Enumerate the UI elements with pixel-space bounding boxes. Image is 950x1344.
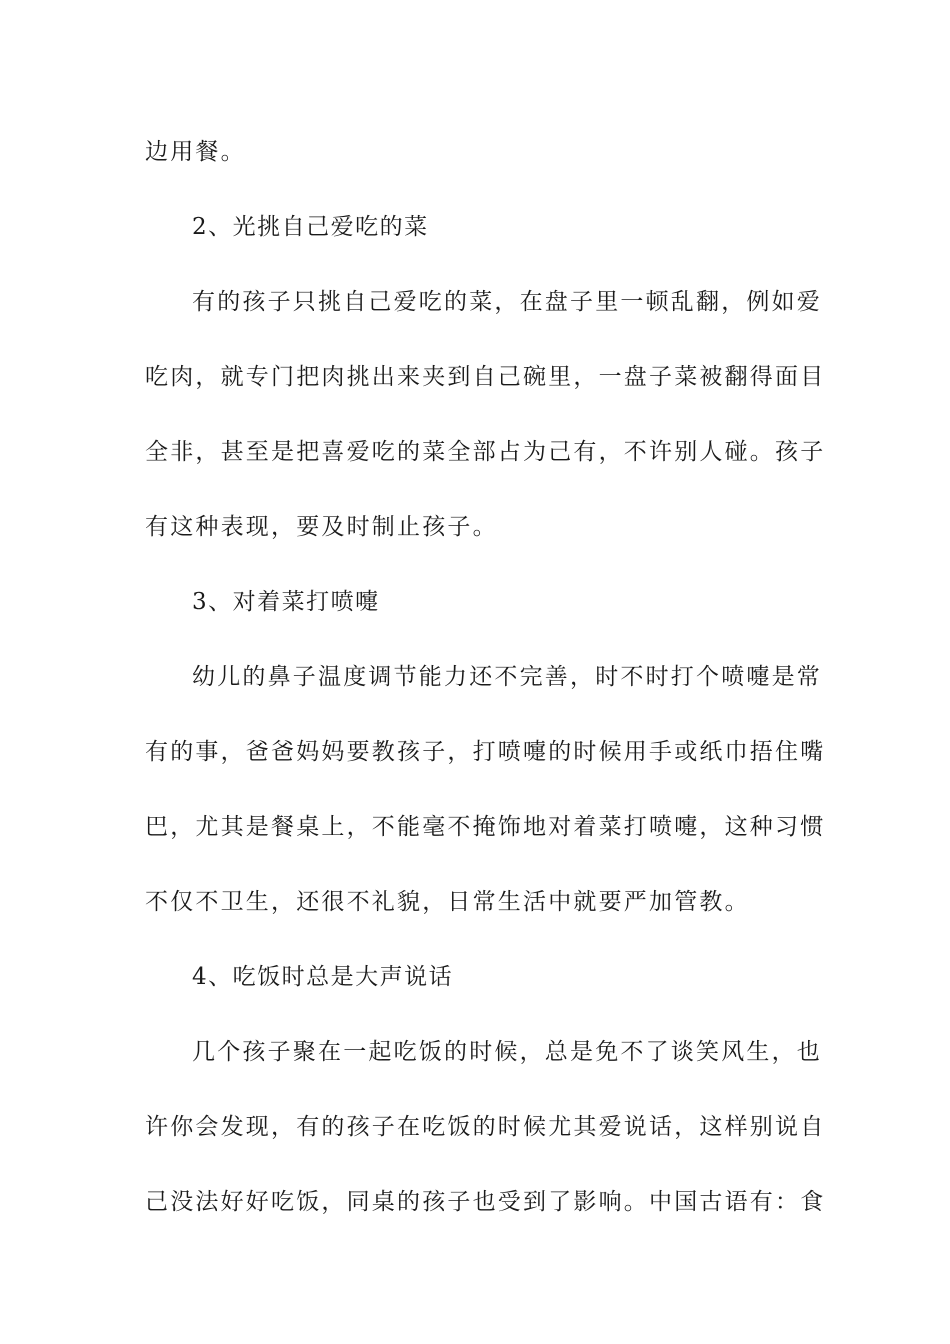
paragraph-line: 有的事，爸爸妈妈要教孩子，打喷嚏的时候用手或纸巾捂住嘴 xyxy=(145,739,826,765)
paragraph-line: 幼儿的鼻子温度调节能力还不完善，时不时打个喷嚏是常 xyxy=(192,664,822,690)
paragraph-line: 有的孩子只挑自己爱吃的菜，在盘子里一顿乱翻，例如爱 xyxy=(192,289,822,315)
paragraph-line: 己没法好好吃饭，同桌的孩子也受到了影响。中国古语有：食 xyxy=(145,1189,826,1215)
paragraph-line: 巴，尤其是餐桌上，不能毫不掩饰地对着菜打喷嚏，这种习惯 xyxy=(145,814,826,840)
paragraph-line: 许你会发现，有的孩子在吃饭的时候尤其爱说话，这样别说自 xyxy=(145,1114,826,1140)
paragraph-line: 有这种表现，要及时制止孩子。 xyxy=(145,514,498,540)
paragraph-line: 几个孩子聚在一起吃饭的时候，总是免不了谈笑风生，也 xyxy=(192,1039,822,1065)
section-heading: 4、吃饭时总是大声说话 xyxy=(192,964,454,990)
paragraph-line: 吃肉，就专门把肉挑出来夹到自己碗里，一盘子菜被翻得面目 xyxy=(145,364,826,390)
paragraph-line: 边用餐。 xyxy=(145,139,246,165)
paragraph-line: 全非，甚至是把喜爱吃的菜全部占为己有，不许别人碰。孩子 xyxy=(145,439,826,465)
section-heading: 2、光挑自己爱吃的菜 xyxy=(192,214,429,240)
section-heading: 3、对着菜打喷嚏 xyxy=(192,589,380,615)
paragraph-line: 不仅不卫生，还很不礼貌，日常生活中就要严加管教。 xyxy=(145,889,750,915)
